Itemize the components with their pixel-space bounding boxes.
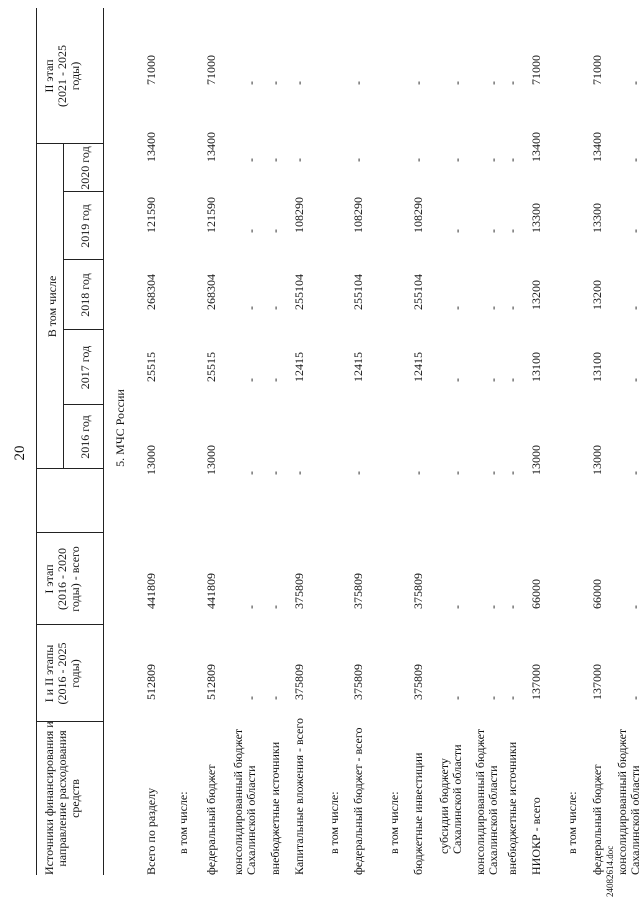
row-value: 12415	[411, 352, 425, 382]
row-value: 375809	[411, 573, 425, 609]
row-label: консолидированный бюджет Сахалинской области	[473, 728, 500, 875]
row-value: -	[244, 696, 258, 700]
row-value: -	[244, 229, 258, 233]
row-value: -	[486, 306, 500, 310]
row-value: -	[351, 471, 365, 475]
row-label: федеральный бюджет	[590, 764, 604, 875]
header-year-2019: 2019 год	[78, 204, 92, 248]
row-value: -	[486, 605, 500, 609]
row-value: -	[505, 378, 519, 382]
row-value: -	[411, 81, 425, 85]
row-value: -	[450, 696, 464, 700]
header-year-2020: 2020 год	[78, 146, 92, 190]
header-stage1: I этап (2016 - 2020 годы) - всего	[42, 546, 82, 612]
row-value: -	[628, 158, 642, 162]
row-value: 375809	[351, 573, 365, 609]
row-value: 268304	[144, 274, 158, 310]
row-value: 108290	[351, 197, 365, 233]
row-value: 25515	[144, 352, 158, 382]
row-value: -	[628, 471, 642, 475]
row-value: -	[292, 81, 306, 85]
row-value: 13400	[590, 132, 604, 162]
row-label: в том числе:	[565, 791, 579, 854]
row-value: -	[268, 158, 282, 162]
header-year-2016: 2016 год	[78, 415, 92, 459]
header-in-total: В том числе	[45, 275, 59, 338]
row-value: -	[268, 81, 282, 85]
row-value: -	[450, 229, 464, 233]
row-label: федеральный бюджет - всего	[351, 727, 365, 875]
row-value: 13100	[590, 352, 604, 382]
page-number: 20	[12, 445, 28, 461]
row-value: 375809	[351, 664, 365, 700]
row-value: -	[505, 81, 519, 85]
row-value: 13000	[590, 445, 604, 475]
row-value: 512809	[144, 664, 158, 700]
row-label: в том числе:	[387, 791, 401, 854]
row-label: федеральный бюджет	[204, 764, 218, 875]
row-value: 268304	[204, 274, 218, 310]
row-value: -	[486, 471, 500, 475]
header-year-2018: 2018 год	[78, 273, 92, 317]
subheader-rule	[63, 144, 64, 469]
row-value: 121590	[144, 197, 158, 233]
row-label: субсидии бюджету Сахалинской области	[437, 744, 464, 854]
row-value: -	[244, 605, 258, 609]
row-value: 13000	[529, 445, 543, 475]
row-value: 13100	[529, 352, 543, 382]
header-total: I и II этапы (2016 - 2025 годы)	[42, 642, 82, 705]
row-value: 71000	[144, 55, 158, 85]
row-value: 108290	[411, 197, 425, 233]
row-value: 255104	[411, 274, 425, 310]
row-value: -	[450, 81, 464, 85]
row-label: Капитальные вложения - всего	[292, 718, 306, 875]
section-title: 5. МЧС России	[113, 389, 127, 467]
header-sources: Источники финансирования и направление расходования средств	[42, 721, 82, 875]
row-value: 108290	[292, 197, 306, 233]
row-value: 441809	[144, 573, 158, 609]
row-value: 121590	[204, 197, 218, 233]
row-value: -	[292, 471, 306, 475]
row-value: 375809	[292, 573, 306, 609]
row-value: 66000	[590, 579, 604, 609]
row-value: -	[505, 605, 519, 609]
row-value: -	[486, 696, 500, 700]
row-label: консолидированный бюджет Сахалинской области	[615, 728, 642, 875]
row-value: -	[505, 306, 519, 310]
row-value: -	[486, 158, 500, 162]
row-value: 13200	[529, 280, 543, 310]
row-value: -	[628, 81, 642, 85]
row-label: НИОКР - всего	[529, 797, 543, 875]
row-value: -	[244, 81, 258, 85]
row-value: 71000	[204, 55, 218, 85]
table-header-rule	[103, 8, 104, 875]
row-value: 13400	[529, 132, 543, 162]
row-value: 13400	[204, 132, 218, 162]
row-value: -	[244, 306, 258, 310]
row-value: 71000	[590, 55, 604, 85]
row-value: -	[268, 471, 282, 475]
row-value: 12415	[292, 352, 306, 382]
row-value: -	[292, 158, 306, 162]
row-value: 375809	[411, 664, 425, 700]
row-value: -	[628, 229, 642, 233]
row-value: -	[411, 471, 425, 475]
row-value: -	[244, 378, 258, 382]
row-value: 512809	[204, 664, 218, 700]
row-value: -	[486, 378, 500, 382]
document-code: 24082614.doc	[605, 845, 615, 897]
row-value: -	[505, 229, 519, 233]
row-value: -	[244, 158, 258, 162]
row-value: -	[628, 605, 642, 609]
row-value: -	[486, 229, 500, 233]
row-value: 13200	[590, 280, 604, 310]
header-year-2017: 2017 год	[78, 345, 92, 390]
row-value: 13000	[144, 445, 158, 475]
row-value: -	[244, 471, 258, 475]
row-value: -	[351, 158, 365, 162]
row-value: 25515	[204, 352, 218, 382]
row-label: Всего по разделу	[144, 787, 158, 875]
header-stage2: II этап (2021 - 2025 годы)	[42, 45, 82, 107]
row-value: -	[411, 158, 425, 162]
row-value: -	[351, 81, 365, 85]
row-value: 441809	[204, 573, 218, 609]
row-label: бюджетные инвестиции	[411, 752, 425, 875]
table-top-rule	[36, 8, 37, 875]
row-value: -	[505, 471, 519, 475]
row-value: 375809	[292, 664, 306, 700]
row-value: -	[268, 306, 282, 310]
row-value: 13400	[144, 132, 158, 162]
row-value: -	[505, 696, 519, 700]
row-value: -	[628, 696, 642, 700]
row-label: консолидированный бюджет Сахалинской области	[231, 728, 258, 875]
row-value: -	[268, 229, 282, 233]
row-value: -	[486, 81, 500, 85]
row-value: 13300	[590, 203, 604, 233]
row-label: в том числе:	[327, 791, 341, 854]
row-value: 66000	[529, 579, 543, 609]
row-value: 137000	[590, 664, 604, 700]
row-value: 137000	[529, 664, 543, 700]
row-value: -	[450, 471, 464, 475]
row-value: -	[268, 696, 282, 700]
row-value: -	[628, 378, 642, 382]
row-value: -	[628, 306, 642, 310]
row-label: внебюджетные источники	[505, 741, 519, 875]
row-value: -	[268, 378, 282, 382]
row-value: -	[450, 158, 464, 162]
row-value: 255104	[292, 274, 306, 310]
row-value: 13300	[529, 203, 543, 233]
row-value: -	[505, 158, 519, 162]
row-value: 71000	[529, 55, 543, 85]
row-value: -	[268, 605, 282, 609]
row-value: -	[450, 605, 464, 609]
row-value: 13000	[204, 445, 218, 475]
row-label: внебюджетные источники	[268, 741, 282, 875]
row-value: -	[450, 306, 464, 310]
row-value: 255104	[351, 274, 365, 310]
row-value: -	[450, 378, 464, 382]
row-value: 12415	[351, 352, 365, 382]
row-label: в том числе:	[176, 791, 190, 854]
